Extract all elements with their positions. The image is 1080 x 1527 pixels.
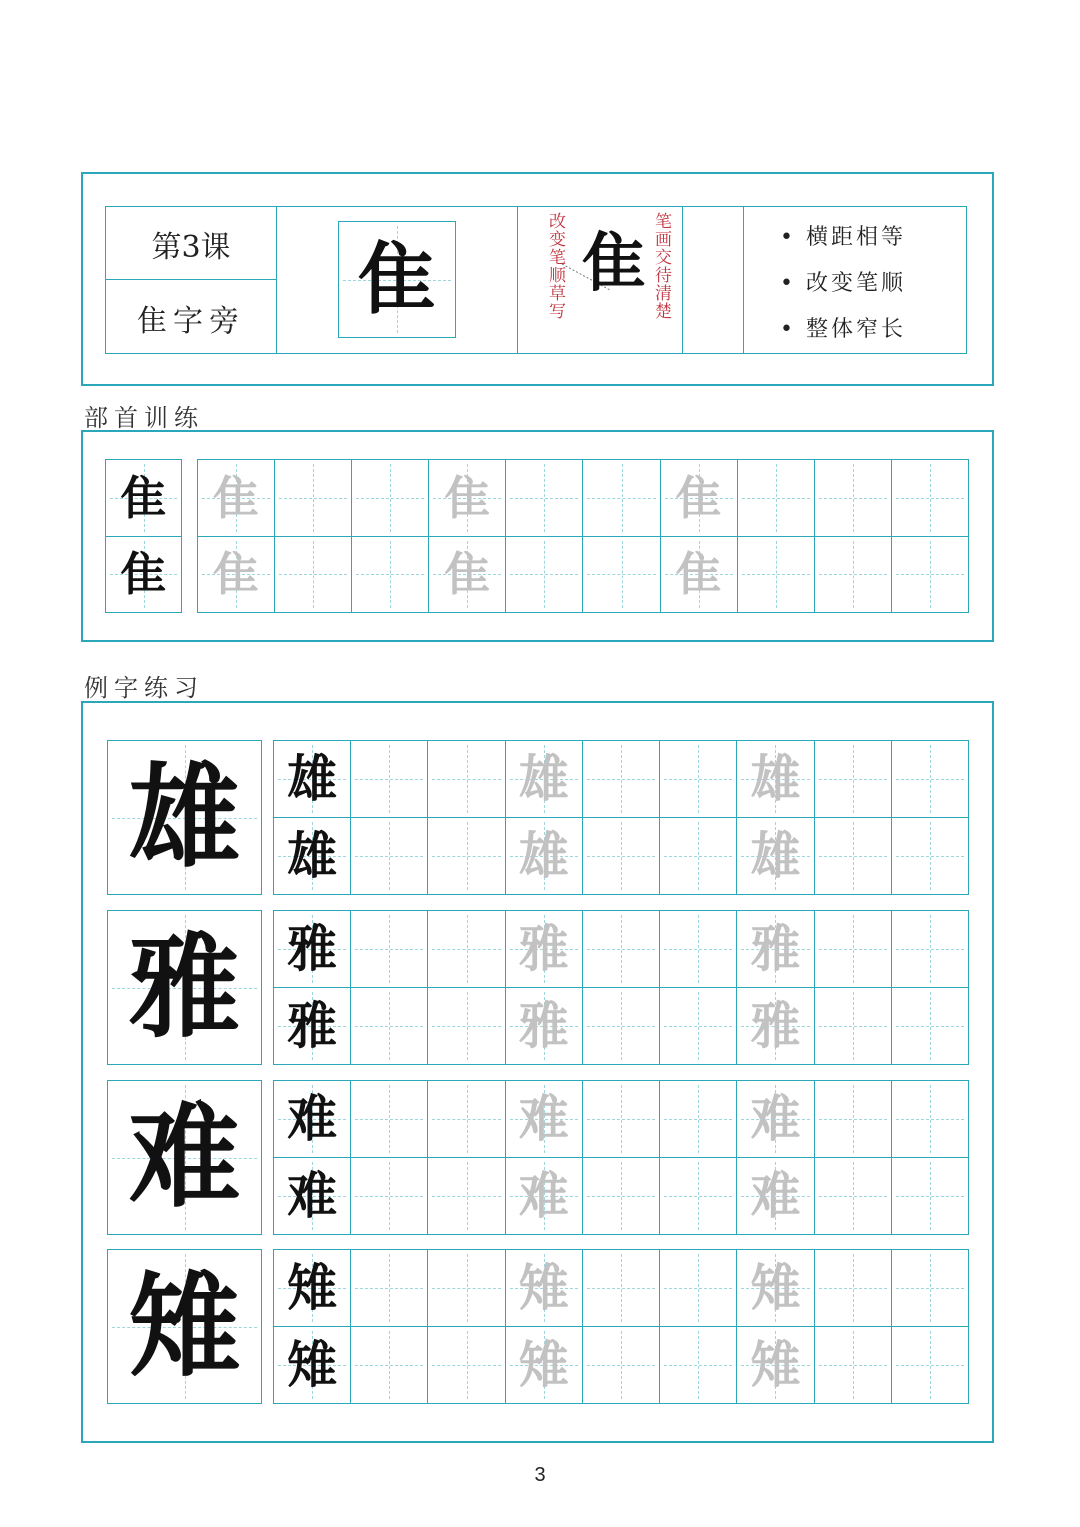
trace-glyph: 难 (518, 1166, 569, 1225)
radical-model-cell: 隹 (106, 537, 182, 614)
radical-glyph: 隹 (357, 233, 436, 325)
practice-cell[interactable] (737, 1081, 814, 1158)
example-model-cell (107, 1249, 262, 1404)
note-right: 笔画交待清楚 (651, 212, 671, 320)
practice-cell[interactable] (506, 537, 583, 614)
practice-cell[interactable] (351, 911, 428, 988)
practice-cell[interactable] (815, 818, 892, 895)
practice-cell[interactable] (583, 537, 660, 614)
practice-cell[interactable] (583, 1250, 660, 1327)
practice-cell[interactable] (428, 988, 505, 1065)
example-model-glyph: 雅 (128, 921, 241, 1053)
practice-cell[interactable] (506, 911, 583, 988)
practice-cell[interactable] (506, 988, 583, 1065)
practice-cell[interactable] (275, 537, 352, 614)
radical-section-title: 部首训练 (84, 404, 204, 432)
practice-cell[interactable] (583, 818, 660, 895)
radical-model-cell: 隹 (106, 460, 182, 537)
practice-cell[interactable] (274, 818, 351, 895)
practice-cell[interactable] (737, 741, 814, 818)
practice-cell[interactable] (275, 460, 352, 537)
practice-cell[interactable] (892, 1250, 969, 1327)
practice-cell[interactable] (506, 1327, 583, 1404)
trace-glyph: 难 (750, 1166, 801, 1225)
practice-cell[interactable] (892, 1158, 969, 1235)
practice-cell[interactable] (583, 1158, 660, 1235)
example-model-cell (107, 1080, 262, 1235)
practice-cell[interactable] (274, 1081, 351, 1158)
practice-cell[interactable] (352, 537, 429, 614)
example-model (108, 741, 262, 895)
practice-cell[interactable] (737, 818, 814, 895)
tip-1: • 横距相等 (780, 225, 906, 250)
example-practice-grid (273, 740, 969, 895)
practice-cell[interactable] (274, 988, 351, 1065)
radical-name: 隹字旁 (137, 304, 245, 339)
radical-practice-grid (197, 459, 969, 613)
practice-cell[interactable] (892, 741, 969, 818)
page-number: 3 (534, 1464, 546, 1486)
trace-glyph: 雅 (518, 996, 569, 1055)
practice-cell[interactable] (738, 537, 815, 614)
practice-cell[interactable] (428, 1081, 505, 1158)
trace-glyph: 难 (518, 1089, 569, 1148)
example-model-glyph: 雉 (128, 1260, 241, 1392)
practice-cell[interactable]: 隹 (198, 537, 275, 614)
example-glyph: 雉 (287, 1258, 338, 1317)
practice-cell[interactable] (428, 1250, 505, 1327)
practice-cell[interactable] (892, 1327, 969, 1404)
practice-cell[interactable] (506, 1081, 583, 1158)
practice-cell[interactable] (583, 988, 660, 1065)
practice-cell[interactable] (660, 988, 737, 1065)
tip-1-text: 横距相等 (805, 225, 906, 250)
trace-glyph: 难 (750, 1089, 801, 1148)
example-glyph: 难 (287, 1089, 338, 1148)
radical-model-column (105, 459, 182, 613)
practice-cell[interactable] (274, 911, 351, 988)
practice-cell[interactable] (506, 460, 583, 537)
practice-cell[interactable] (583, 741, 660, 818)
practice-cell[interactable]: 隹 (661, 537, 738, 614)
practice-cell[interactable] (660, 911, 737, 988)
practice-cell[interactable] (737, 1327, 814, 1404)
note-left: 改变笔顺草写 (545, 212, 565, 320)
practice-cell[interactable]: 隹 (429, 460, 506, 537)
lesson-number: 第3课 (151, 230, 231, 265)
tip-3-text: 整体窄长 (805, 317, 906, 342)
trace-glyph: 雄 (518, 826, 569, 885)
trace-glyph: 雉 (518, 1258, 569, 1317)
practice-cell[interactable] (660, 1081, 737, 1158)
practice-cell[interactable] (506, 818, 583, 895)
practice-cell[interactable] (274, 1158, 351, 1235)
practice-cell[interactable] (737, 1158, 814, 1235)
practice-cell[interactable] (506, 1158, 583, 1235)
example-model-glyph: 雄 (128, 751, 241, 883)
practice-cell[interactable] (351, 1158, 428, 1235)
tip-2-text: 改变笔顺 (805, 271, 906, 296)
practice-cell[interactable] (583, 911, 660, 988)
practice-cell[interactable] (815, 1081, 892, 1158)
practice-cell[interactable] (737, 1250, 814, 1327)
trace-glyph: 雅 (750, 919, 801, 978)
practice-cell[interactable] (892, 1081, 969, 1158)
practice-cell[interactable] (352, 460, 429, 537)
example-model-glyph: 难 (128, 1091, 241, 1223)
example-model (108, 1250, 262, 1404)
example-model-cell (107, 740, 262, 895)
practice-cell[interactable] (892, 818, 969, 895)
practice-cell[interactable] (428, 1158, 505, 1235)
practice-cell[interactable] (351, 1081, 428, 1158)
lesson-divider (105, 279, 277, 280)
example-model (108, 1081, 262, 1235)
practice-cell[interactable] (506, 741, 583, 818)
practice-cell[interactable] (892, 911, 969, 988)
trace-glyph: 雉 (750, 1335, 801, 1394)
practice-cell[interactable] (583, 1327, 660, 1404)
practice-cell[interactable] (583, 460, 660, 537)
practice-cell[interactable] (428, 741, 505, 818)
practice-cell[interactable] (737, 988, 814, 1065)
example-model-cell (107, 910, 262, 1065)
practice-cell[interactable] (428, 1327, 505, 1404)
practice-cell[interactable] (274, 1327, 351, 1404)
example-glyph: 雄 (287, 826, 338, 885)
practice-cell[interactable] (892, 460, 969, 537)
practice-cell[interactable] (351, 1327, 428, 1404)
example-practice-grid (273, 1080, 969, 1235)
practice-cell[interactable] (428, 911, 505, 988)
trace-glyph: 雉 (750, 1258, 801, 1317)
practice-cell[interactable] (738, 460, 815, 537)
practice-cell[interactable] (351, 1250, 428, 1327)
practice-cell[interactable]: 隹 (661, 460, 738, 537)
note-glyph: 隹 (582, 226, 646, 301)
example-practice-grid (273, 1249, 969, 1404)
trace-glyph: 雅 (518, 919, 569, 978)
practice-cell[interactable] (351, 818, 428, 895)
example-section-title: 例字练习 (84, 674, 204, 702)
practice-cell[interactable] (660, 1158, 737, 1235)
radical-sample-cell (338, 221, 456, 338)
practice-cell[interactable] (274, 1250, 351, 1327)
practice-cell[interactable] (428, 818, 505, 895)
trace-glyph: 雅 (750, 996, 801, 1055)
tip-3: • 整体窄长 (780, 317, 906, 342)
example-glyph: 雉 (287, 1335, 338, 1394)
practice-cell[interactable] (660, 1250, 737, 1327)
practice-cell[interactable] (737, 911, 814, 988)
practice-cell[interactable] (815, 460, 892, 537)
practice-cell[interactable] (351, 741, 428, 818)
trace-glyph: 雄 (750, 826, 801, 885)
practice-cell[interactable]: 隹 (198, 460, 275, 537)
practice-cell[interactable] (506, 1250, 583, 1327)
trace-glyph: 雄 (518, 749, 569, 808)
practice-cell[interactable] (351, 988, 428, 1065)
example-glyph: 难 (287, 1166, 338, 1225)
practice-cell[interactable] (660, 741, 737, 818)
example-glyph: 雄 (287, 749, 338, 808)
practice-cell[interactable] (660, 1327, 737, 1404)
practice-cell[interactable] (274, 741, 351, 818)
example-model (108, 911, 262, 1065)
trace-glyph: 雄 (750, 749, 801, 808)
practice-cell[interactable] (815, 988, 892, 1065)
example-glyph: 雅 (287, 996, 338, 1055)
example-practice-grid (273, 910, 969, 1065)
tip-2: • 改变笔顺 (780, 271, 906, 296)
practice-cell[interactable] (660, 818, 737, 895)
practice-cell[interactable] (815, 1250, 892, 1327)
practice-cell[interactable] (583, 1081, 660, 1158)
practice-cell[interactable] (815, 1327, 892, 1404)
radical-sample (339, 222, 456, 338)
practice-cell[interactable] (815, 741, 892, 818)
example-glyph: 雅 (287, 919, 338, 978)
practice-cell[interactable] (892, 988, 969, 1065)
practice-cell[interactable] (892, 537, 969, 614)
practice-cell[interactable] (815, 911, 892, 988)
practice-cell[interactable]: 隹 (429, 537, 506, 614)
practice-cell[interactable] (815, 1158, 892, 1235)
practice-cell[interactable] (815, 537, 892, 614)
trace-glyph: 雉 (518, 1335, 569, 1394)
